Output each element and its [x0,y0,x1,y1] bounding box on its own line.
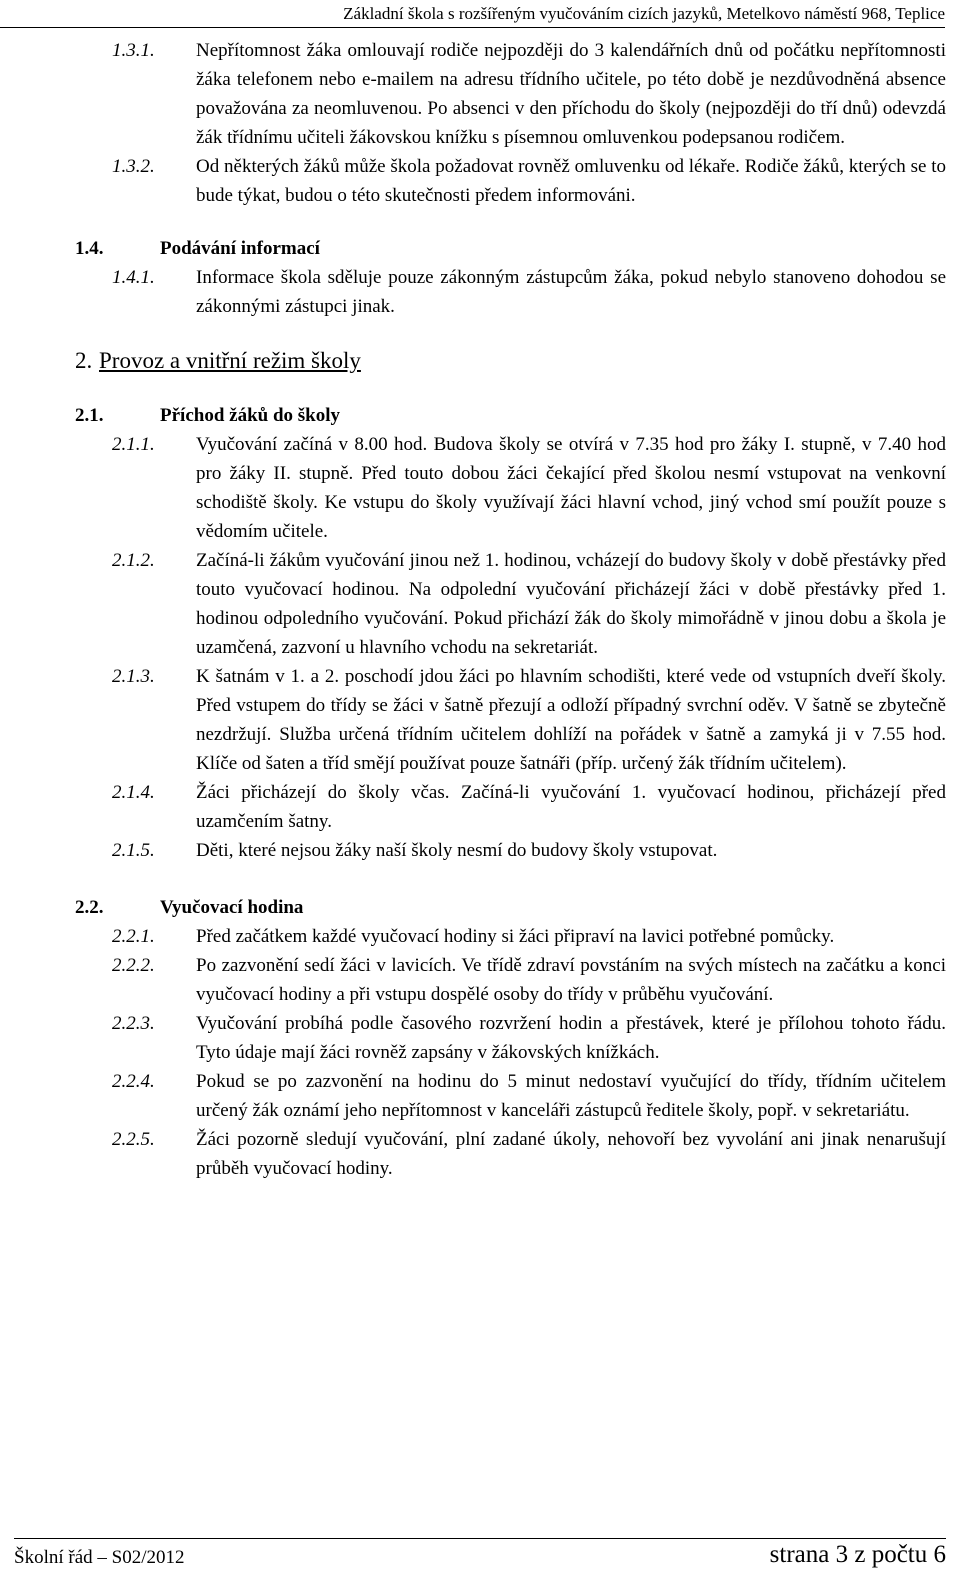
paragraph-text: Žáci pozorně sledují vyučování, plní zadané úkoly, nehovoří bez vyvolání ani jinak nenarušují průběh vyučovací hodiny. [196,1129,946,1179]
chapter-number: 2. [75,348,93,373]
paragraph-text: Pokud se po zazvonění na hodinu do 5 minut nedostaví vyučující do třídy, třídním učitelem určený žák oznámí jeho nepřítomnost v kanceláři zástupců ředitele školy, popř. v sekretariátu. [196,1071,946,1121]
paragraph-text: Žáci přicházejí do školy včas. Začíná-li vyučování 1. vyučovací hodinou, přicházejí před uzamčením šatny. [196,782,946,832]
paragraph-text: Informace škola sděluje pouze zákonným zástupcům žáka, pokud nebylo stanoveno dohodou se zákonnými zástupci jinak. [196,267,946,317]
paragraph-number: 2.2.1. [112,926,155,947]
paragraph-number: 2.1.1. [112,434,155,455]
paragraph-item [0,836,960,865]
paragraph-number: 2.1.2. [112,550,155,571]
paragraph-number: 2.1.5. [112,840,155,861]
chapter-heading [0,343,960,379]
paragraph-number: 2.2.3. [112,1013,155,1034]
section-title: Vyučovací hodina [160,897,304,918]
paragraph-item [0,263,960,321]
section-heading [0,893,960,922]
section-heading [0,234,960,263]
paragraph-number: 2.2.2. [112,955,155,976]
section-heading [0,401,960,430]
paragraph-item [0,662,960,778]
paragraph-item [0,922,960,951]
paragraph-number: 2.2.4. [112,1071,155,1092]
page-content [0,36,960,1183]
paragraph-item [0,546,960,662]
paragraph-text: Děti, které nejsou žáky naší školy nesmí do budovy školy vstupovat. [196,840,718,861]
chapter-title: Provoz a vnitřní režim školy [99,348,361,373]
document-code: Školní řád – S02/2012 [14,1547,185,1568]
paragraph-text: Nepřítomnost žáka omlouvají rodiče nejpozději do 3 kalendářních dnů od počátku nepřítomnosti žáka telefonem nebo e-mailem na adresu třídního učitele, po této době je nezdůvodněná absence považována za neomluvenou. Po absenci v den příchodu do školy (nejpozději do tří dnů) odevzdá žák třídnímu učiteli žákovskou knížku s písemnou omluvenkou podepsanou rodičem. [196,40,946,148]
paragraph-number: 1.3.2. [112,156,155,177]
paragraph-number: 1.3.1. [112,40,155,61]
paragraph-text: Od některých žáků může škola požadovat rovněž omluvenku od lékaře. Rodiče žáků, kterých se to bude týkat, budou o této skutečnosti předem informováni. [196,156,946,206]
paragraph-item [0,36,960,152]
paragraph-item [0,152,960,210]
paragraph-item [0,1125,960,1183]
paragraph-text: Vyučování probíhá podle časového rozvržení hodin a přestávek, které je přílohou tohoto řádu. Tyto údaje mají žáci rovněž zapsány v žákovských knížkách. [196,1013,946,1063]
paragraph-item [0,1067,960,1125]
page-header: Základní škola s rozšířeným vyučováním cizích jazyků, Metelkovo náměstí 968, Teplice [0,4,945,28]
section-number: 2.2. [75,897,104,918]
paragraph-item [0,778,960,836]
section-title: Příchod žáků do školy [160,405,341,426]
paragraph-number: 2.1.3. [112,666,155,687]
paragraph-item [0,1009,960,1067]
section-title: Podávání informací [160,238,320,259]
paragraph-text: Začíná-li žákům vyučování jinou než 1. hodinou, vcházejí do budovy školy v době přestávky před touto vyučovací hodinou. Na odpolední vyučování přicházejí žáci v době přestávky před 1. hodinou odpoledního vyučování. Pokud přichází žák do školy mimořádně v jinou dobu a škola je uzamčená, zazvoní u hlavního vchodu na sekretariát. [196,550,946,658]
section-number: 1.4. [75,238,104,259]
paragraph-number: 2.1.4. [112,782,155,803]
paragraph-text: Před začátkem každé vyučovací hodiny si žáci připraví na lavici potřebné pomůcky. [196,926,835,947]
page-footer [14,1538,946,1575]
paragraph-number: 2.2.5. [112,1129,155,1150]
paragraph-text: K šatnám v 1. a 2. poschodí jdou žáci po hlavním schodišti, které vede od vstupních dveří školy. Před vstupem do třídy se žáci v šatně přezují a odloží případný svrchní oděv. V šatně se zbytečně nezdržují. Služba určená třídním učitelem dohlíží na pořádek v šatně a zamyká ji v 7.55 hod. Klíče od šaten a tříd smějí používat pouze šatnáři (příp. určený žák třídním učitelem). [196,666,946,774]
section-number: 2.1. [75,405,104,426]
paragraph-item [0,430,960,546]
paragraph-number: 1.4.1. [112,267,155,288]
paragraph-text: Vyučování začíná v 8.00 hod. Budova školy se otvírá v 7.35 hod pro žáky I. stupně, v 7.40 hod pro žáky II. stupně. Před touto dobou žáci čekající před školou nesmí vstupovat na venkovní schodiště školy. Ke vstupu do školy využívají žáci hlavní vchod, jiný vchod smí použít pouze s vědomím učitele. [196,434,946,542]
paragraph-text: Po zazvonění sedí žáci v lavicích. Ve třídě zdraví povstáním na svých místech na začátku a konci vyučovací hodiny a při vstupu dospělé osoby do třídy v průběhu vyučování. [196,955,946,1005]
page-number: strana 3 z počtu 6 [769,1541,946,1568]
paragraph-item [0,951,960,1009]
